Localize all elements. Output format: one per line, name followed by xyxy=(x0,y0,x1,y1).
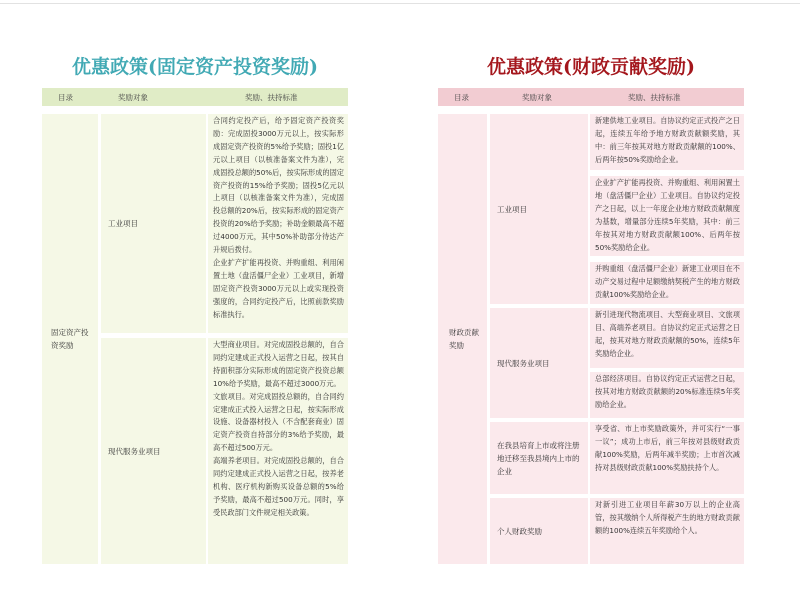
right-standard-cell xyxy=(590,422,744,494)
right-standard-cell xyxy=(590,176,744,256)
right-industrial-name: 工业项目 xyxy=(497,204,527,214)
right-page-title: 优惠政策(财政贡献奖励) xyxy=(487,56,695,78)
right-standard-cell xyxy=(590,498,744,564)
left-category-cell xyxy=(42,114,98,564)
right-service-name: 现代服务业项目 xyxy=(497,358,550,368)
standard-paragraph: 文旅项目。对完成固投总额的，自合同约定建成正式投入运营之日起，按实际形成设施、设备器材投入（不含配套商业）固定资产投资自持部分的3%给予奖励，最高不超过500万元。 xyxy=(213,391,344,453)
right-table-header xyxy=(438,88,744,106)
right-listing-name: 在我县培育上市或将注册地迁移至我县境内上市的企业 xyxy=(497,440,580,476)
standard-paragraph: 享受省、市上市奖励政策外，并可实行“一事一议”；成功上市后，前三年按对县级财政贡献100%奖励，后两年减半奖励；上市首次减持对县级财政贡献100%奖励扶持个人。 xyxy=(595,424,740,472)
right-standard-cell xyxy=(590,308,744,368)
right-standard-cell xyxy=(590,114,744,170)
header-catalog: 目录 xyxy=(454,93,469,102)
left-industrial-name-cell xyxy=(101,114,206,333)
standard-paragraph: 合同约定投产后，给予固定资产投资奖励：完成固投3000万元以上，按实际形成固定资产投资的5%给予奖励；固投1亿元以上项目（以核准备案文件为准），完成固投总额的50%后，按实际形成的固定资产投资的15%给予奖励；固投5亿元以上项目（以核准备案文件为准），完成固投总额的20%后，按实际形成的固定资产投资的20%给予奖励；补助金额最高不超过4000万元，其中50%补助部分待达产升规后拨付。 xyxy=(213,116,344,255)
right-personal-name-cell xyxy=(490,498,588,564)
left-table-header xyxy=(42,88,348,106)
left-category-label: 固定资产投资奖励 xyxy=(51,328,89,350)
header-target: 奖励对象 xyxy=(522,93,552,102)
header-standard: 奖励、扶持标准 xyxy=(628,93,681,102)
right-listing-name-cell xyxy=(490,422,588,494)
left-service-name: 现代服务业项目 xyxy=(108,446,161,456)
left-page-title: 优惠政策(固定资产投资奖励) xyxy=(72,56,318,78)
right-service-name-cell xyxy=(490,308,588,418)
left-service-standard-cell xyxy=(208,338,348,564)
left-industrial-standard-cell xyxy=(208,114,348,333)
standard-paragraph: 新建供地工业项目。自协议约定正式投产之日起，连续五年给予地方财政贡献额奖励，其中：前三年按其对地方财政贡献额的100%、后两年按50%奖励给企业。 xyxy=(595,116,740,164)
top-border-line xyxy=(0,3,800,4)
header-standard: 奖励、扶持标准 xyxy=(245,93,298,102)
left-service-name-cell xyxy=(101,338,206,564)
right-category-label: 财政贡献奖励 xyxy=(449,328,479,350)
standard-paragraph: 高端养老项目。对完成固投总额的，自合同约定建成正式投入运营之日起，按养老机构、医疗机构新购买设备总额的5%给予奖励，最高不超过500万元。同时，享受民政部门文件规定相关政策。 xyxy=(213,456,344,517)
right-standard-cell xyxy=(590,262,744,304)
right-category-cell xyxy=(438,114,487,564)
standard-paragraph: 新引进现代物流项目、大型商业项目、文旅项目、高端养老项目。自协议约定正式运营之日起，按其对地方财政贡献额的50%，连续5年奖励给企业。 xyxy=(595,310,740,358)
standard-paragraph: 企业扩产扩能再投资、并购重组、利用闲置土地（盘活僵尸企业）工业项目，新增固定资产投资3000万元以上或实现投资强度的，合同约定投产后，比照前款奖励标准执行。 xyxy=(213,257,344,319)
right-personal-name: 个人财政奖励 xyxy=(497,526,542,536)
left-industrial-name: 工业项目 xyxy=(108,219,138,228)
standard-paragraph: 并购重组（盘活僵尸企业）新建工业项目在不动产交易过程中足额缴纳契税产生的地方财政贡献100%奖励给企业。 xyxy=(595,264,740,299)
right-industrial-name-cell xyxy=(490,114,588,304)
standard-paragraph: 大型商业项目。对完成固投总额的，自合同约定建成正式投入运营之日起，按其自持面积部分实际形成的固定资产投资总额10%给予奖励，最高不超过3000万元。 xyxy=(213,340,344,388)
standard-paragraph: 总部经济项目。自协议约定正式运营之日起，按其对地方财政贡献额的20%标准连续5年奖励给企业。 xyxy=(595,374,740,409)
standard-paragraph: 企业扩产扩能再投资、并购重组、利用闲置土地（盘活僵尸企业）工业项目。自协议约定投产之日起，以上一年度企业地方财政贡献额度为基数，增量部分连续5年奖励，其中：前三年按其对地方财政贡献额100%、后两年按50%奖励给企业。 xyxy=(595,178,740,252)
header-catalog: 目录 xyxy=(58,93,73,102)
standard-paragraph: 对新引进工业项目年薪30万以上的企业高管，按其缴纳个人所得税产生的地方财政贡献额的100%连续五年奖励给个人。 xyxy=(595,500,740,535)
header-target: 奖励对象 xyxy=(118,93,148,102)
right-standard-cell xyxy=(590,372,744,418)
